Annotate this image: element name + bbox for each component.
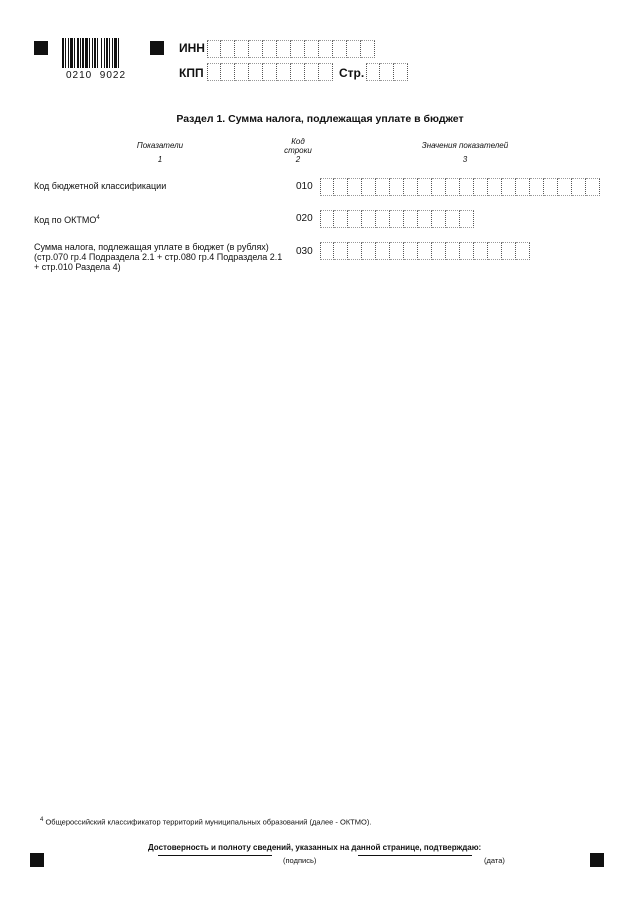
cell[interactable]	[277, 63, 291, 81]
cell[interactable]	[263, 40, 277, 58]
cell[interactable]	[305, 40, 319, 58]
cell[interactable]	[432, 210, 446, 228]
tax-amount-field[interactable]	[320, 242, 530, 260]
footnote	[40, 817, 371, 827]
cell[interactable]	[291, 63, 305, 81]
cell[interactable]	[446, 210, 460, 228]
cell[interactable]	[319, 40, 333, 58]
cell[interactable]	[320, 178, 334, 196]
cell[interactable]	[394, 63, 408, 81]
confirmation-text: Достоверность и полноту сведений, указанных на данной странице, подтверждаю:	[148, 843, 482, 852]
cell[interactable]	[334, 178, 348, 196]
cell[interactable]	[305, 63, 319, 81]
kpp-label: КПП	[179, 66, 204, 80]
cell[interactable]	[376, 178, 390, 196]
barcode-bar	[119, 38, 121, 68]
row-020-label-text: Код по ОКТМО	[34, 215, 97, 225]
cell[interactable]	[390, 178, 404, 196]
cell[interactable]	[488, 178, 502, 196]
cell[interactable]	[530, 178, 544, 196]
cell[interactable]	[572, 178, 586, 196]
col2-header-line1: Код	[291, 137, 305, 146]
cell[interactable]	[320, 242, 334, 260]
date-label: (дата)	[484, 856, 505, 865]
date-line[interactable]	[358, 855, 472, 856]
signature-line[interactable]	[158, 855, 272, 856]
cell[interactable]	[418, 210, 432, 228]
col1-number: 1	[157, 155, 163, 164]
row-020-label	[34, 213, 274, 225]
row-010-label: Код бюджетной классификации	[34, 181, 167, 191]
cell[interactable]	[207, 63, 221, 81]
cell[interactable]	[460, 210, 474, 228]
kbk-field[interactable]	[320, 178, 600, 196]
cell[interactable]	[235, 40, 249, 58]
cell[interactable]	[347, 40, 361, 58]
cell[interactable]	[418, 178, 432, 196]
row-010-code: 010	[296, 181, 313, 192]
cell[interactable]	[277, 40, 291, 58]
cell[interactable]	[362, 210, 376, 228]
cell[interactable]	[404, 178, 418, 196]
cell[interactable]	[474, 242, 488, 260]
signature-label: (подпись)	[283, 856, 317, 865]
cell[interactable]	[207, 40, 221, 58]
col2-number: 2	[295, 155, 301, 164]
cell[interactable]	[348, 242, 362, 260]
cell[interactable]	[460, 242, 474, 260]
cell[interactable]	[502, 178, 516, 196]
section-title: Раздел 1. Сумма налога, подлежащая уплате в бюджет	[176, 113, 464, 125]
cell[interactable]	[446, 178, 460, 196]
cell[interactable]	[380, 63, 394, 81]
cell[interactable]	[235, 63, 249, 81]
cell[interactable]	[320, 210, 334, 228]
inn-label: ИНН	[179, 41, 205, 55]
cell[interactable]	[291, 40, 305, 58]
col3-number: 3	[462, 155, 468, 164]
row-030-code: 030	[296, 246, 313, 257]
cell[interactable]	[361, 40, 375, 58]
cell[interactable]	[362, 242, 376, 260]
footnote-text: Общероссийский классификатор территорий муниципальных образований (далее - ОКТМО).	[45, 817, 372, 827]
cell[interactable]	[221, 40, 235, 58]
cell[interactable]	[334, 242, 348, 260]
barcode-icon	[62, 38, 121, 68]
footnote-mark: 4	[40, 817, 44, 823]
cell[interactable]	[348, 210, 362, 228]
cell[interactable]	[366, 63, 380, 81]
col3-header: Значения показателей	[421, 141, 509, 150]
row-020-footnote-mark: 4	[96, 215, 100, 221]
cell[interactable]	[418, 242, 432, 260]
corner-marker-bottom-right	[590, 853, 604, 867]
cell[interactable]	[362, 178, 376, 196]
cell[interactable]	[348, 178, 362, 196]
row-020-code: 020	[296, 213, 313, 224]
cell[interactable]	[586, 178, 600, 196]
corner-marker-bottom-left	[30, 853, 44, 867]
page-number-field[interactable]	[366, 63, 408, 81]
cell[interactable]	[376, 242, 390, 260]
cell[interactable]	[474, 178, 488, 196]
cell[interactable]	[249, 63, 263, 81]
cell[interactable]	[446, 242, 460, 260]
col2-header-line2: строки	[284, 146, 312, 155]
cell[interactable]	[460, 178, 474, 196]
cell[interactable]	[432, 242, 446, 260]
kpp-field[interactable]	[207, 63, 333, 81]
cell[interactable]	[432, 178, 446, 196]
inn-field[interactable]	[207, 40, 375, 58]
cell[interactable]	[404, 210, 418, 228]
cell[interactable]	[516, 242, 530, 260]
cell[interactable]	[558, 178, 572, 196]
cell[interactable]	[404, 242, 418, 260]
cell[interactable]	[390, 210, 404, 228]
cell[interactable]	[319, 63, 333, 81]
cell[interactable]	[488, 242, 502, 260]
cell[interactable]	[263, 63, 277, 81]
col1-header: Показатели	[136, 141, 184, 150]
cell[interactable]	[390, 242, 404, 260]
cell[interactable]	[249, 40, 263, 58]
cell[interactable]	[502, 242, 516, 260]
cell[interactable]	[544, 178, 558, 196]
corner-marker-top-left	[34, 41, 48, 55]
barcode-number: 0210 9022	[66, 70, 127, 81]
row-030-label: Сумма налога, подлежащая уплате в бюджет (в рублях) (стр.070 гр.4 Подраздела 2.1 + стр.080 гр.4 Подраздела 2.1 + стр.010 Раздела 4)	[34, 242, 283, 272]
cell[interactable]	[376, 210, 390, 228]
oktmo-field[interactable]	[320, 210, 474, 228]
cell[interactable]	[516, 178, 530, 196]
page-label: Стр.	[339, 66, 365, 80]
corner-marker-top-middle	[150, 41, 164, 55]
cell[interactable]	[334, 210, 348, 228]
cell[interactable]	[333, 40, 347, 58]
cell[interactable]	[221, 63, 235, 81]
